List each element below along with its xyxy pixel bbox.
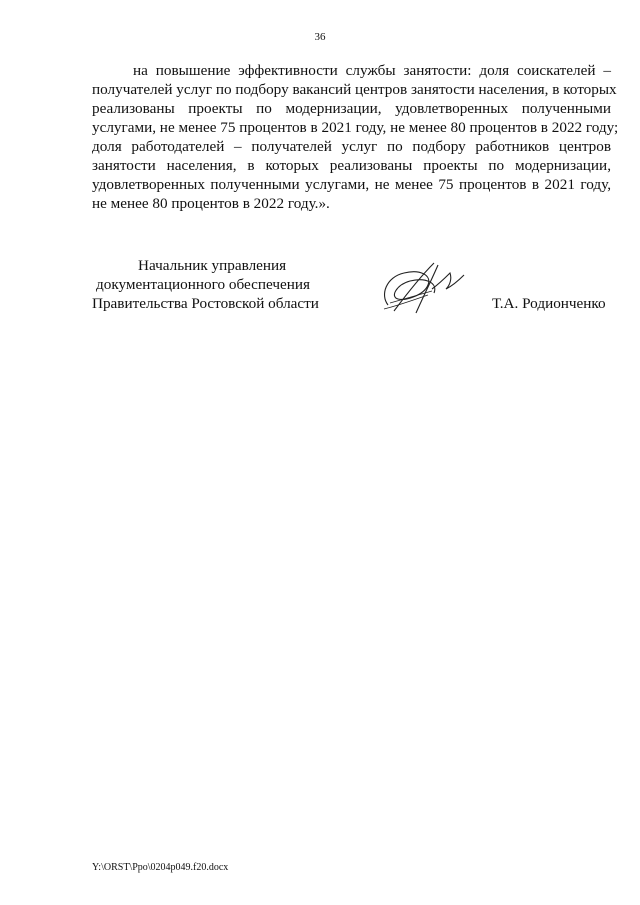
body-line-8: не менее 80 процентов в 2022 году.». <box>92 195 330 212</box>
body-line-1: на повышение эффективности службы занятости: доля соискателей – <box>133 62 611 79</box>
signatory-name: Т.А. Родионченко <box>492 295 606 312</box>
handwritten-signature <box>376 255 468 319</box>
body-line-3: реализованы проекты по модернизации, удовлетворенных полученными <box>92 100 611 117</box>
body-line-5: доля работодателей – получателей услуг по подбору работников центров <box>92 138 611 155</box>
body-line-4: услугами, не менее 75 процентов в 2021 году, не менее 80 процентов в 2022 году; <box>92 119 619 136</box>
body-line-7: удовлетворенных полученными услугами, не менее 75 процентов в 2021 году, <box>92 176 611 193</box>
signatory-title-line-2: документационного обеспечения <box>96 276 310 293</box>
signatory-title-line-3: Правительства Ростовской области <box>92 295 319 312</box>
body-line-6: занятости населения, в которых реализованы проекты по модернизации, <box>92 157 611 174</box>
signatory-title-line-1: Начальник управления <box>138 257 287 274</box>
body-line-2: получателей услуг по подбору вакансий центров занятости населения, в которых <box>92 81 617 98</box>
footer-file-path: Y:\ORST\Ppo\0204p049.f20.docx <box>92 862 229 873</box>
page-number: 36 <box>314 31 326 43</box>
